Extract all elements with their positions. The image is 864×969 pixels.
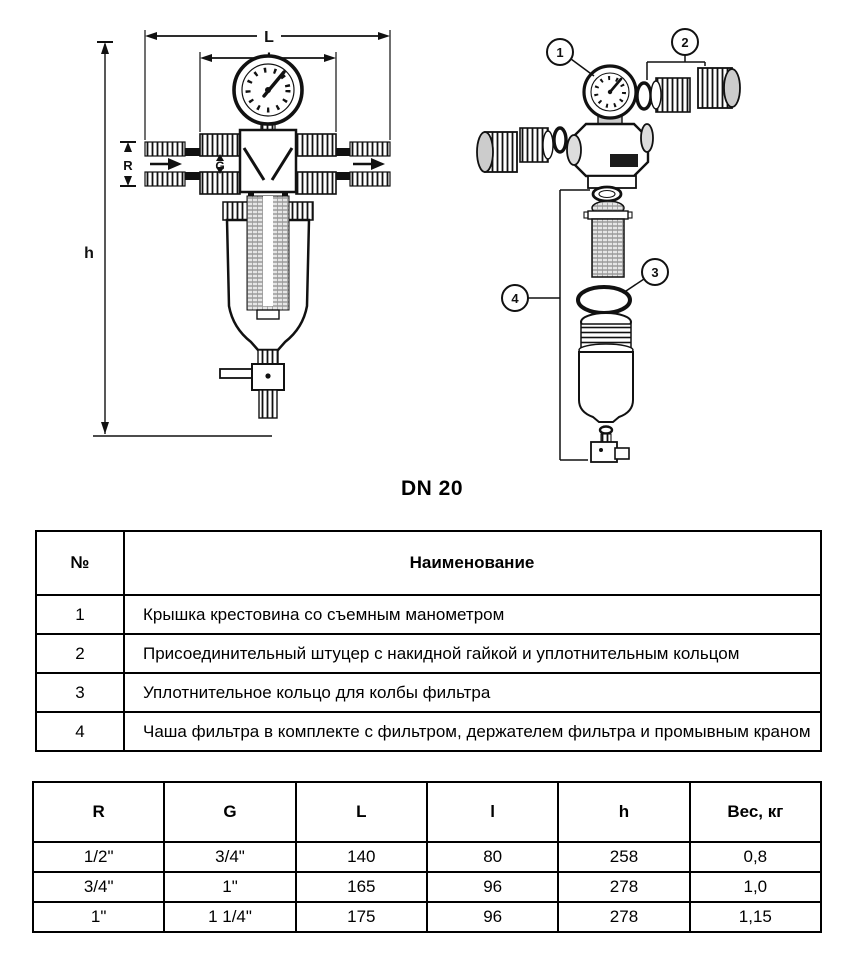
dim-label-h: h — [84, 245, 94, 262]
dim-value: 96 — [427, 872, 558, 902]
left-fitting-chain — [477, 128, 566, 172]
part-number: 3 — [36, 673, 124, 712]
dim-value: 1" — [164, 872, 295, 902]
dimension-R — [120, 142, 136, 186]
dim-value: 1/2" — [33, 842, 164, 872]
dim-col-l: l — [427, 782, 558, 842]
bowl-assembly — [579, 313, 633, 462]
filter-bowl-section — [220, 192, 313, 418]
part-name: Чаша фильтра в комплекте с фильтром, держателем фильтра и промывным краном — [124, 712, 821, 751]
part-number: 2 — [36, 634, 124, 673]
callout-3-label: 3 — [651, 265, 659, 280]
parts-table-header-row — [36, 531, 821, 595]
part-number: 4 — [36, 712, 124, 751]
callout-2-label: 2 — [681, 35, 689, 50]
part-number: 1 — [36, 595, 124, 634]
dim-label-R: R — [123, 158, 133, 173]
table-row — [33, 872, 821, 902]
dim-col-L: L — [296, 782, 427, 842]
page-title: DN 20 — [400, 477, 464, 500]
pressure-gauge — [234, 56, 302, 132]
dim-value: 80 — [427, 842, 558, 872]
mesh-filter-element — [584, 201, 632, 277]
dim-value: 1,0 — [690, 872, 821, 902]
dimension-G — [215, 154, 224, 174]
parts-col-num: № — [36, 531, 124, 595]
dim-col-G: G — [164, 782, 295, 842]
dim-value: 96 — [427, 902, 558, 932]
dim-value: 278 — [558, 872, 689, 902]
callout-1 — [547, 39, 594, 76]
flow-arrow-inlet — [150, 158, 182, 170]
bowl-o-ring — [578, 287, 630, 313]
table-row — [36, 634, 821, 673]
cap-gasket — [593, 187, 621, 201]
dim-value: 258 — [558, 842, 689, 872]
dim-label-G: G — [215, 159, 225, 173]
table-row — [36, 673, 821, 712]
table-row — [36, 712, 821, 751]
dim-value: 0,8 — [690, 842, 821, 872]
dimensions-table — [32, 781, 822, 933]
callout-2 — [647, 29, 705, 80]
dim-value: 175 — [296, 902, 427, 932]
table-row — [33, 902, 821, 932]
tee-body — [567, 124, 653, 188]
part-name: Крышка крестовина со съемным манометром — [124, 595, 821, 634]
table-row — [36, 595, 821, 634]
callout-1-label: 1 — [556, 45, 564, 60]
dim-value: 140 — [296, 842, 427, 872]
dim-value: 3/4" — [164, 842, 295, 872]
dim-label-L: L — [264, 29, 274, 46]
callout-4-label: 4 — [511, 291, 519, 306]
table-row — [33, 842, 821, 872]
callout-4 — [502, 285, 528, 311]
dim-value: 278 — [558, 902, 689, 932]
dim-value: 1,15 — [690, 902, 821, 932]
pipe-body — [145, 130, 390, 194]
parts-col-name: Наименование — [124, 531, 821, 595]
cross-section-diagram — [60, 20, 460, 468]
dim-value: 1 1/4" — [164, 902, 295, 932]
part-name: Уплотнительное кольцо для колбы фильтра — [124, 673, 821, 712]
dim-value: 3/4" — [33, 872, 164, 902]
exploded-view-diagram — [460, 20, 860, 468]
right-fitting-chain — [637, 68, 740, 112]
part-name: Присоединительный штуцер с накидной гайкой и уплотнительным кольцом — [124, 634, 821, 673]
dim-col-weight: Вес, кг — [690, 782, 821, 842]
flow-arrow-outlet — [353, 158, 385, 170]
callout-3 — [623, 259, 668, 293]
dim-col-R: R — [33, 782, 164, 842]
parts-table — [35, 530, 822, 752]
dim-col-h: h — [558, 782, 689, 842]
dim-value: 1" — [33, 902, 164, 932]
dimensions-table-header-row — [33, 782, 821, 842]
dim-value: 165 — [296, 872, 427, 902]
